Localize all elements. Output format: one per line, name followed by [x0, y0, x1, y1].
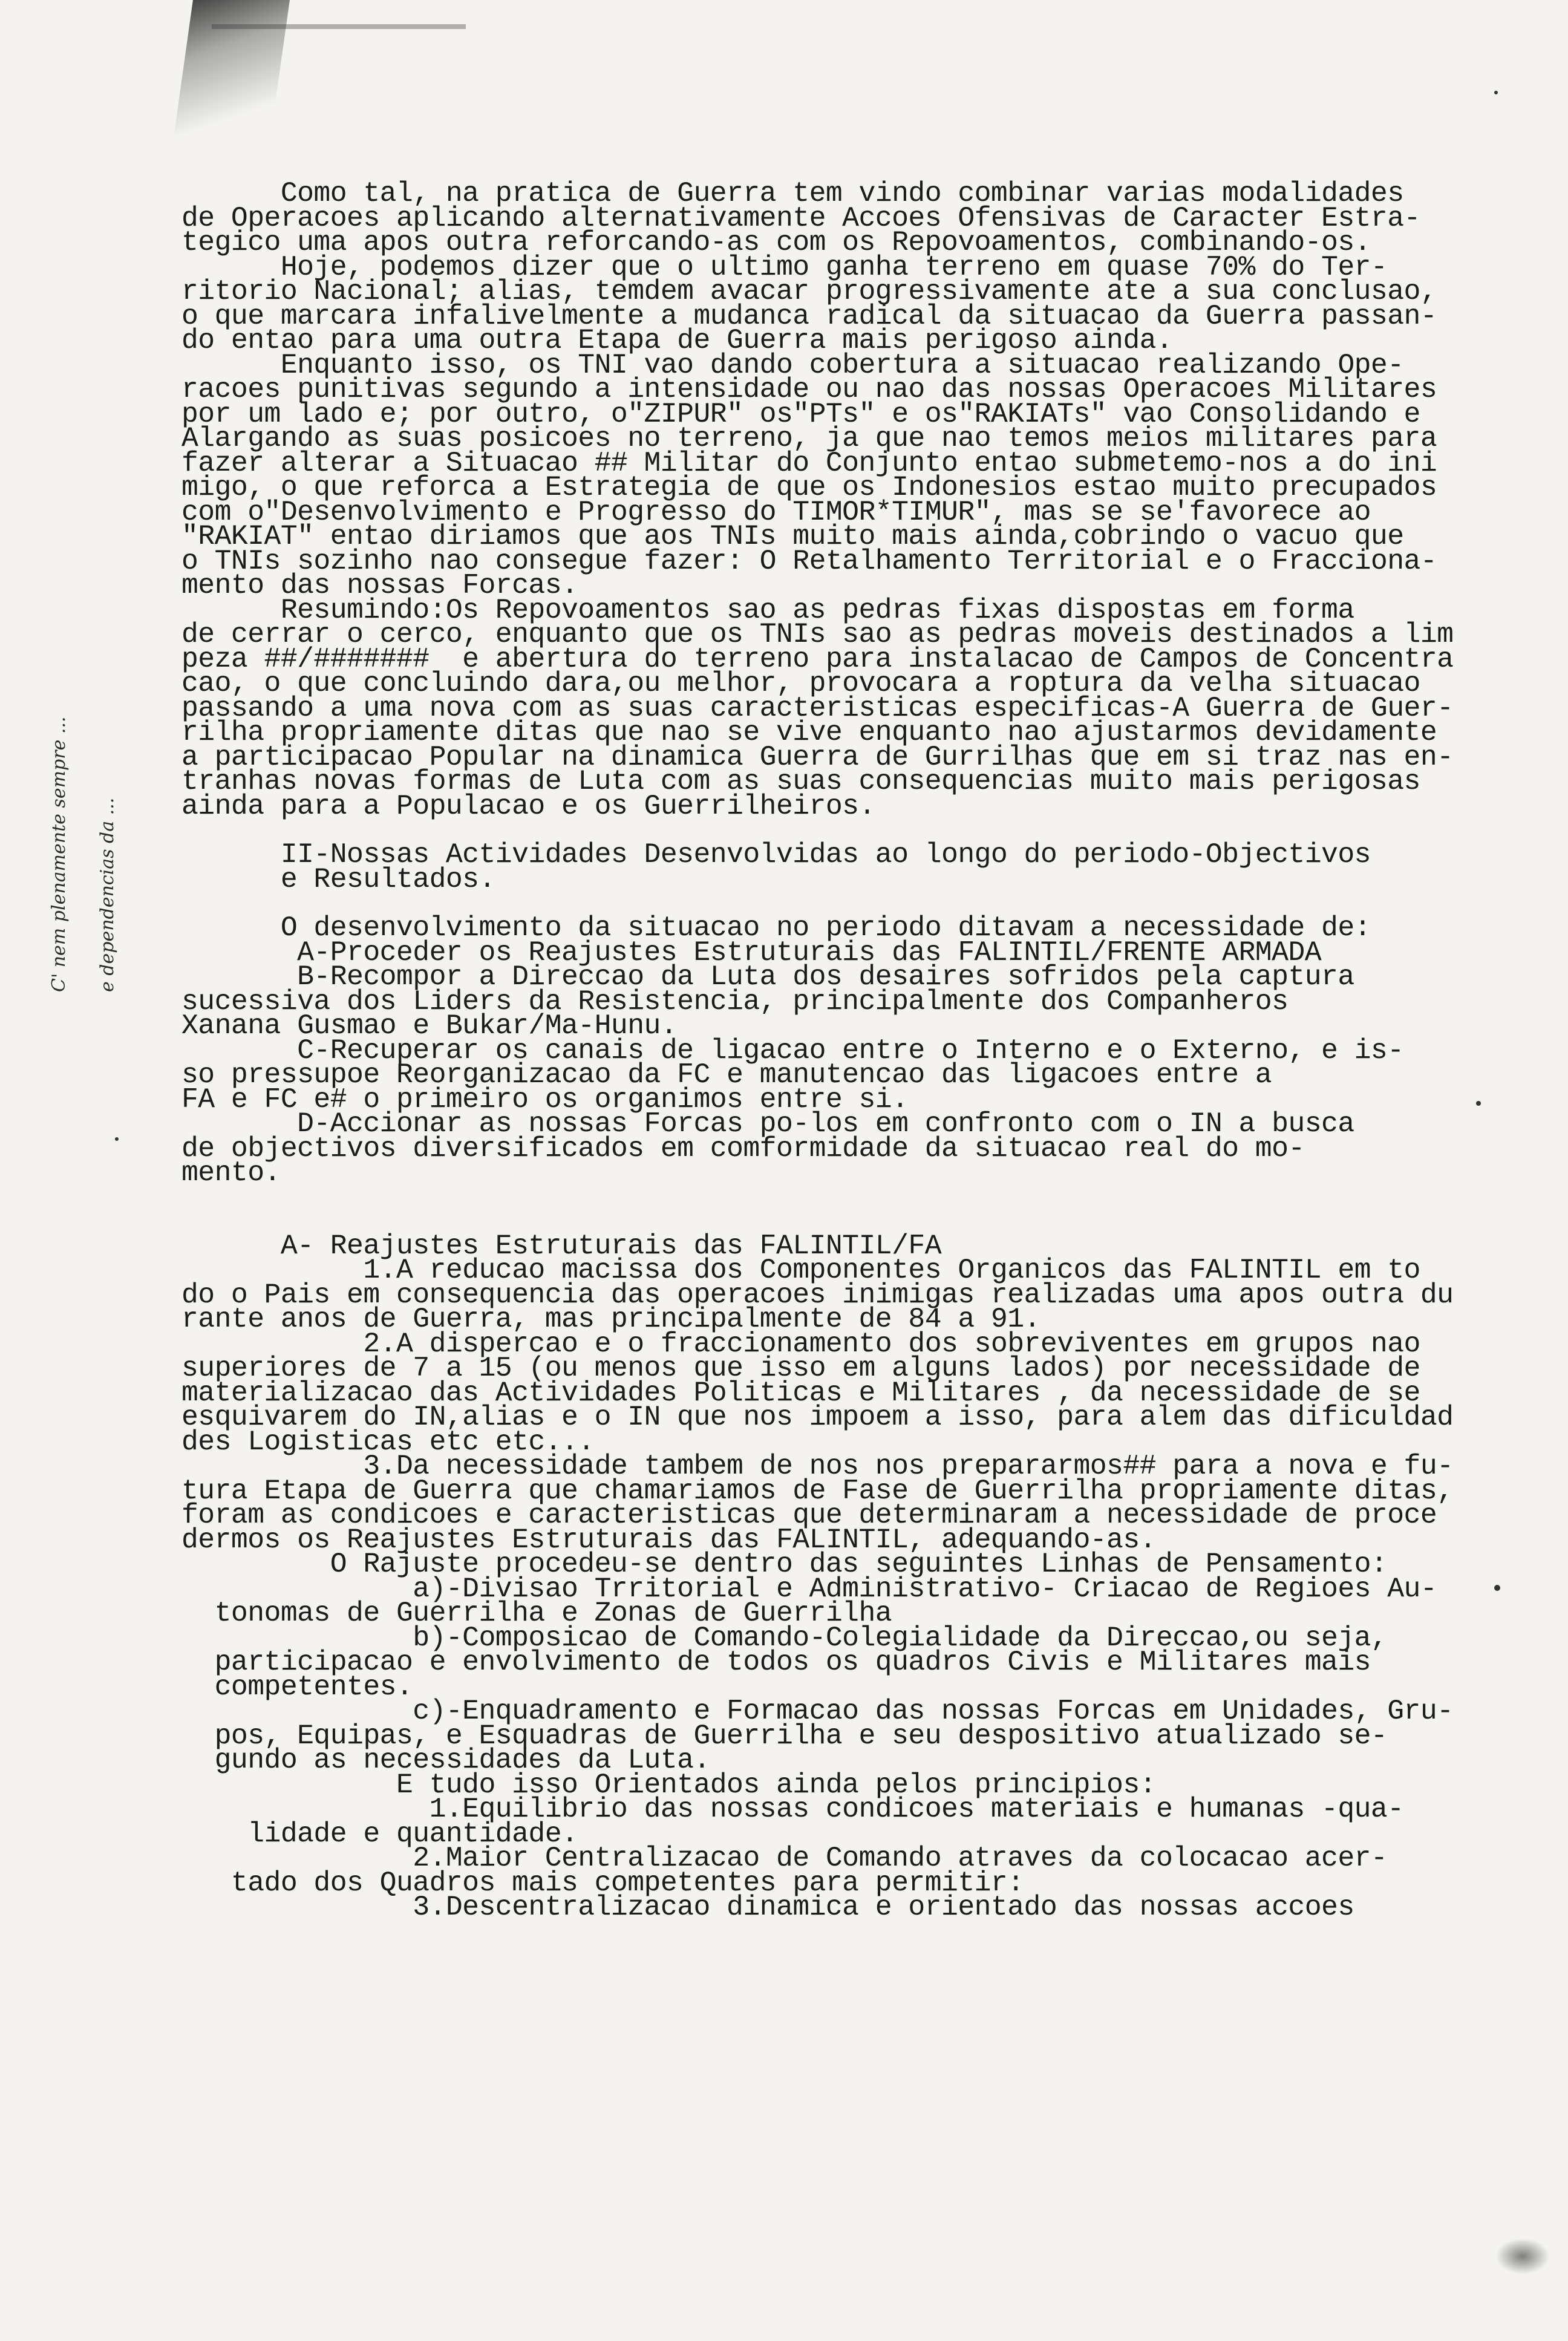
text-line: tado dos Quadros mais competentes para permitir:: [181, 1866, 1024, 1899]
text-line: 3.Da necessidade tambem de nos nos prepararmos## para a nova e fu-: [181, 1450, 1454, 1482]
text-line: participacao e envolvimento de todos os quadros Civis e Militares mais: [181, 1646, 1371, 1678]
margin-note-line: e dependencias da ...: [97, 797, 118, 992]
text-line: 1.A reducao macissa dos Componentes Organicos das FALINTIL em to: [181, 1254, 1420, 1286]
ink-speck: [115, 1137, 119, 1141]
text-line: esquivarem do IN,alias e o IN que nos impoem a isso, para alem das dificuldad: [181, 1401, 1454, 1433]
ink-speck: [1494, 91, 1498, 94]
text-line: rilha propriamente ditas que nao se vive enquanto nao ajustarmos devidamente: [181, 716, 1437, 748]
text-line: o que marcara infalivelmente a mudanca radical da situacao da Guerra passan-: [181, 299, 1437, 332]
text-line: Alargando as suas posicoes no terreno, ja que nao temos meios militares para: [181, 422, 1437, 454]
text-line: [181, 1186, 1537, 1210]
text-line: 1.Equilibrio das nossas condicoes materiais e humanas -qua-: [181, 1793, 1404, 1825]
text-line: O desenvolvimento da situacao no periodo ditavam a necessidade de:: [181, 912, 1371, 944]
text-line: do entao para uma outra Etapa de Guerra mais perigoso ainda.: [181, 324, 1173, 356]
text-line: com o"Desenvolvimento e Progresso do TIMOR*TIMUR", mas se se'favorece ao: [181, 495, 1371, 528]
text-line: D-Accionar as nossas Forcas po-los em confronto com o IN a busca: [181, 1108, 1354, 1140]
text-line: c)-Enquadramento e Formacao das nossas Forcas em Unidades, Gru-: [181, 1695, 1454, 1727]
text-line: b)-Composicao de Comando-Colegialidade da Direccao,ou seja,: [181, 1621, 1388, 1654]
text-line: sucessiva dos Liders da Resistencia, principalmente dos Companheros: [181, 985, 1289, 1017]
text-line: FA e FC e# o primeiro os organimos entre si.: [181, 1083, 909, 1115]
text-line: des Logisticas etc etc...: [181, 1425, 595, 1458]
text-line: C-Recuperar os canais de ligacao entre o Interno e o Externo, e is-: [181, 1034, 1404, 1066]
text-line: do o Pais em consequencia das operacoes inimigas realizadas uma apos outra du: [181, 1278, 1454, 1311]
text-line: a participacao Popular na dinamica Guerra de Gurrilhas que em si traz nas en-: [181, 740, 1454, 773]
handwritten-margin-note: [6, 206, 188, 992]
text-line: "RAKIAT" entao diriamos que aos TNIs muito mais ainda,cobrindo o vacuo que: [181, 520, 1404, 552]
text-line: A-Proceder os Reajustes Estruturais das FALINTIL/FRENTE ARMADA: [181, 936, 1322, 968]
text-line: mento das nossas Forcas.: [181, 569, 578, 601]
text-line: fazer alterar a Situacao ## Militar do Conjunto entao submetemo-nos a do ini: [181, 446, 1437, 479]
text-line: 3.Descentralizacao dinamica e orientado das nossas accoes: [181, 1891, 1354, 1923]
text-line: O Rajuste procedeu-se dentro das seguintes Linhas de Pensamento:: [181, 1548, 1388, 1580]
text-line: gundo as necessidades da Luta.: [181, 1744, 710, 1776]
ink-smudge: [1495, 2238, 1550, 2274]
text-line: por um lado e; por outro, o"ZIPUR" os"PTs" e os"RAKIATs" vao Consolidando e: [181, 397, 1420, 430]
text-line: lidade e quantidade.: [181, 1817, 578, 1850]
text-line: 2.A dispercao e o fraccionamento dos sobreviventes em grupos nao: [181, 1327, 1420, 1360]
text-line: materializacao das Actividades Politicas e Militares , da necessidade de se: [181, 1376, 1420, 1409]
text-line: 2.Maior Centralizacao de Comando atraves da colocacao acer-: [181, 1842, 1388, 1874]
text-line: tura Etapa de Guerra que chamariamos de Fase de Guerrilha propriamente ditas,: [181, 1474, 1454, 1507]
text-line: B-Recompor a Direccao da Luta dos desaires sofridos pela captura: [181, 961, 1354, 993]
text-line: o TNIs sozinho nao consegue fazer: O Retalhamento Territorial e o Fracciona-: [181, 544, 1437, 577]
text-line: ritorio Nacional; alias, temdem avacar progressivamente ate a sua conclusao,: [181, 275, 1437, 307]
text-line: tonomas de Guerrilha e Zonas de Guerrilha: [181, 1597, 892, 1629]
margin-note-line: C' nem plenamente sempre ...: [48, 716, 70, 992]
text-line: A- Reajustes Estruturais das FALINTIL/FA: [181, 1229, 942, 1262]
text-line: pos, Equipas, e Esquadras de Guerrilha e seu despositivo atualizado se-: [181, 1719, 1388, 1752]
text-line: a)-Divisao Trritorial e Administrativo- Criacao de Regioes Au-: [181, 1572, 1437, 1605]
text-line: Resumindo:Os Repovoamentos sao as pedras fixas dispostas em forma: [181, 593, 1354, 626]
text-line: de Operacoes aplicando alternativamente Accoes Ofensivas de Caracter Estra-: [181, 201, 1420, 234]
text-line: foram as condicoes e caracteristicas que determinaram a necessidade de proce: [181, 1499, 1437, 1531]
text-line: II-Nossas Actividades Desenvolvidas ao longo do periodo-Objectivos: [181, 838, 1371, 870]
text-line: competentes.: [181, 1670, 413, 1703]
text-line: tegico uma apos outra reforcando-as com os Repovoamentos, combinando-os.: [181, 226, 1371, 258]
text-line: rante anos de Guerra, mas principalmente de 84 a 91.: [181, 1303, 1040, 1335]
text-line: migo, o que reforca a Estrategia de que os Indonesios estao muito precupados: [181, 471, 1437, 503]
paper-scuff-line: [212, 24, 466, 29]
text-line: Hoje, podemos dizer que o ultimo ganha terreno em quase 70% do Ter-: [181, 250, 1388, 283]
text-line: cao, o que concluindo dara,ou melhor, provocara a roptura da velha situacao: [181, 667, 1420, 699]
ink-speck: [1494, 1585, 1500, 1591]
text-line: Enquanto isso, os TNI vao dando cobertura a situacao realizando Ope-: [181, 348, 1404, 381]
text-line: ainda para a Populacao e os Guerrilheiros.: [181, 789, 875, 822]
text-line: de cerrar o cerco, enquanto que os TNIs sao as pedras moveis destinados a lim: [181, 618, 1454, 650]
text-line: racoes punitivas segundo a intensidade ou nao das nossas Operacoes Militares: [181, 373, 1437, 405]
text-line: passando a uma nova com as suas caracteristicas especificas-A Guerra de Guer-: [181, 691, 1454, 724]
text-line: e Resultados.: [181, 863, 495, 895]
text-line: tranhas novas formas de Luta com as suas consequencias muito mais perigosas: [181, 765, 1420, 797]
text-line: peza ##/####### e abertura do terreno para instalacao de Campos de Concentra: [181, 642, 1454, 675]
text-line: mento.: [181, 1157, 281, 1189]
ink-speck: [1476, 1101, 1481, 1106]
text-line: E tudo isso Orientados ainda pelos principios:: [181, 1768, 1156, 1801]
text-line: so pressupoe Reorganizacao da FC e manutencao das ligacoes entre a: [181, 1059, 1272, 1091]
text-line: de objectivos diversificados em comformidade da situacao real do mo-: [181, 1132, 1305, 1164]
text-line: Xanana Gusmao e Bukar/Ma-Hunu.: [181, 1010, 678, 1042]
typewritten-text: [181, 177, 1537, 1923]
text-line: superiores de 7 a 15 (ou menos que isso em alguns lados) por necessidade de: [181, 1352, 1420, 1384]
text-line: Como tal, na pratica de Guerra tem vindo combinar varias modalidades: [181, 177, 1404, 209]
text-line: dermos os Reajustes Estruturais das FALINTIL, adequando-as.: [181, 1523, 1156, 1556]
